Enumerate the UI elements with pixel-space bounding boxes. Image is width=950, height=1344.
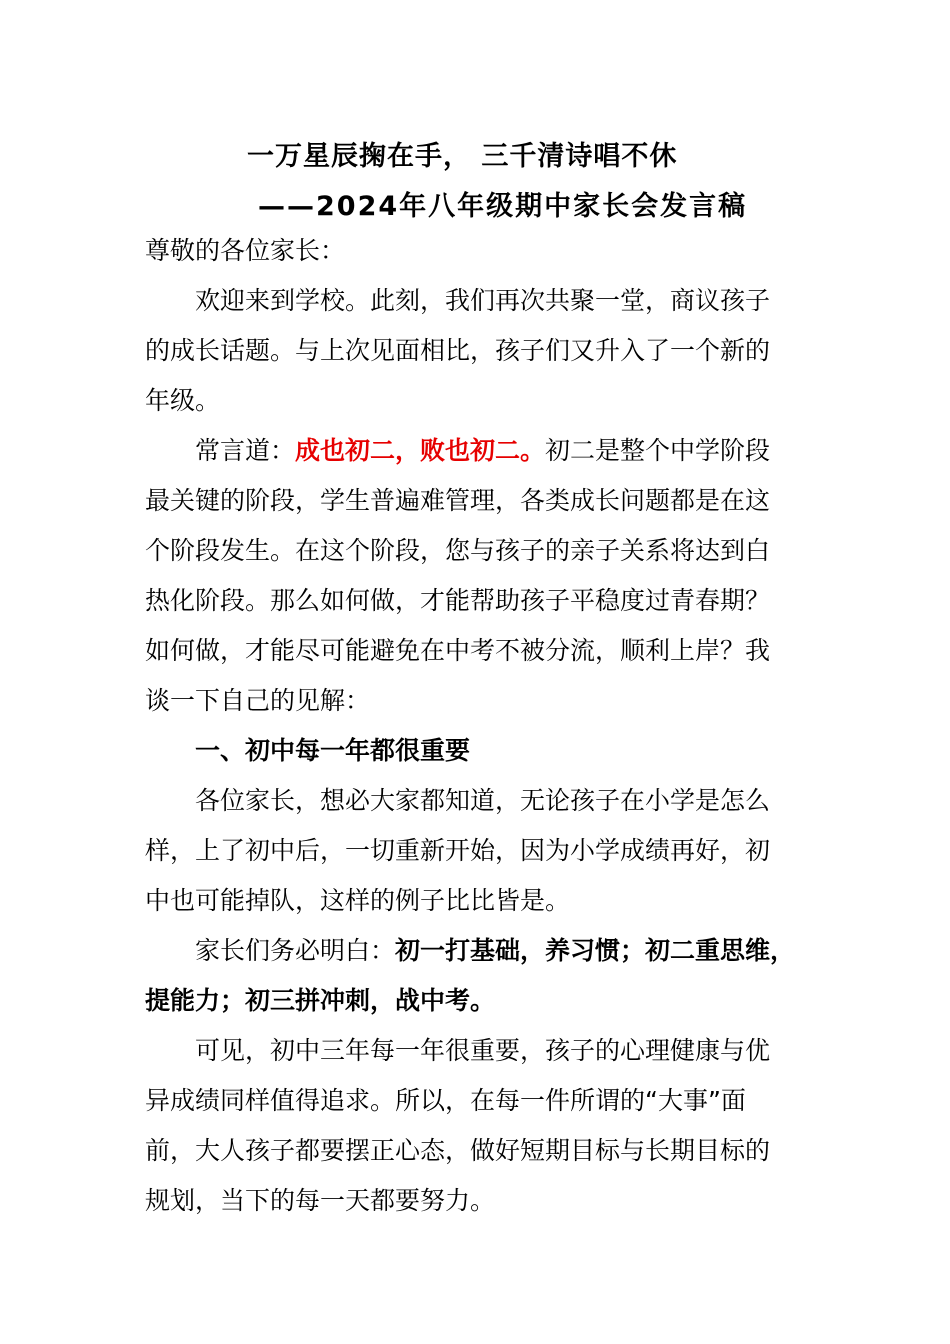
paragraph-5-line-3: 前，大人孩子都要摆正心态，做好短期目标与长期目标的 bbox=[145, 1136, 771, 1165]
greeting: 尊敬的各位家长： bbox=[145, 236, 346, 265]
paragraph-3-line-3: 中也可能掉队，这样的例子比比皆是。 bbox=[145, 886, 571, 915]
paragraph-5-line-1: 可见，初中三年每一年很重要，孩子的心理健康与优 bbox=[195, 1036, 771, 1065]
paragraph-3-line-2: 样，上了初中后，一切重新开始，因为小学成绩再好，初 bbox=[145, 836, 771, 865]
paragraph-4-line-1 bbox=[195, 936, 795, 966]
paragraph-2-tail: 初二是整个中学阶段 bbox=[545, 436, 771, 465]
paragraph-2-line-1 bbox=[195, 436, 770, 466]
section-heading-1: 一、初中每一年都很重要 bbox=[195, 736, 471, 765]
highlight-quote: 成也初二，败也初二。 bbox=[295, 436, 546, 465]
title-line-2: ——2024年八年级期中家长会发言稿 bbox=[258, 191, 748, 222]
paragraph-5-line-4: 规划，当下的每一天都要努力。 bbox=[145, 1186, 496, 1215]
paragraph-1-line-1: 欢迎来到学校。此刻，我们再次共聚一堂，商议孩子 bbox=[195, 286, 771, 315]
paragraph-2-line-3: 个阶段发生。在这个阶段，您与孩子的亲子关系将达到白 bbox=[145, 536, 771, 565]
title-line-1: 一万星辰掬在手， 三千清诗唱不休 bbox=[247, 141, 678, 172]
paragraph-2-lead: 常言道： bbox=[195, 436, 296, 465]
paragraph-2-line-4: 热化阶段。那么如何做，才能帮助孩子平稳度过青春期？ bbox=[145, 586, 771, 615]
paragraph-1-line-3: 年级。 bbox=[145, 386, 221, 415]
paragraph-4-bold-1: 初一打基础，养习惯；初二重思维， bbox=[395, 936, 796, 965]
paragraph-3-line-1: 各位家长，想必大家都知道，无论孩子在小学是怎么 bbox=[195, 786, 771, 815]
paragraph-4-lead: 家长们务必明白： bbox=[195, 936, 396, 965]
paragraph-2-line-2: 最关键的阶段，学生普遍难管理，各类成长问题都是在这 bbox=[145, 486, 771, 515]
paragraph-5-line-2: 异成绩同样值得追求。所以，在每一件所谓的“大事”面 bbox=[145, 1086, 746, 1115]
paragraph-2-line-5: 如何做，才能尽可能避免在中考不被分流，顺利上岸？我 bbox=[145, 636, 771, 665]
paragraph-4-line-2: 提能力；初三拼冲刺，战中考。 bbox=[145, 986, 496, 1015]
paragraph-1-line-2: 的成长话题。与上次见面相比，孩子们又升入了一个新的 bbox=[145, 336, 771, 365]
paragraph-2-line-6: 谈一下自己的见解： bbox=[145, 686, 371, 715]
